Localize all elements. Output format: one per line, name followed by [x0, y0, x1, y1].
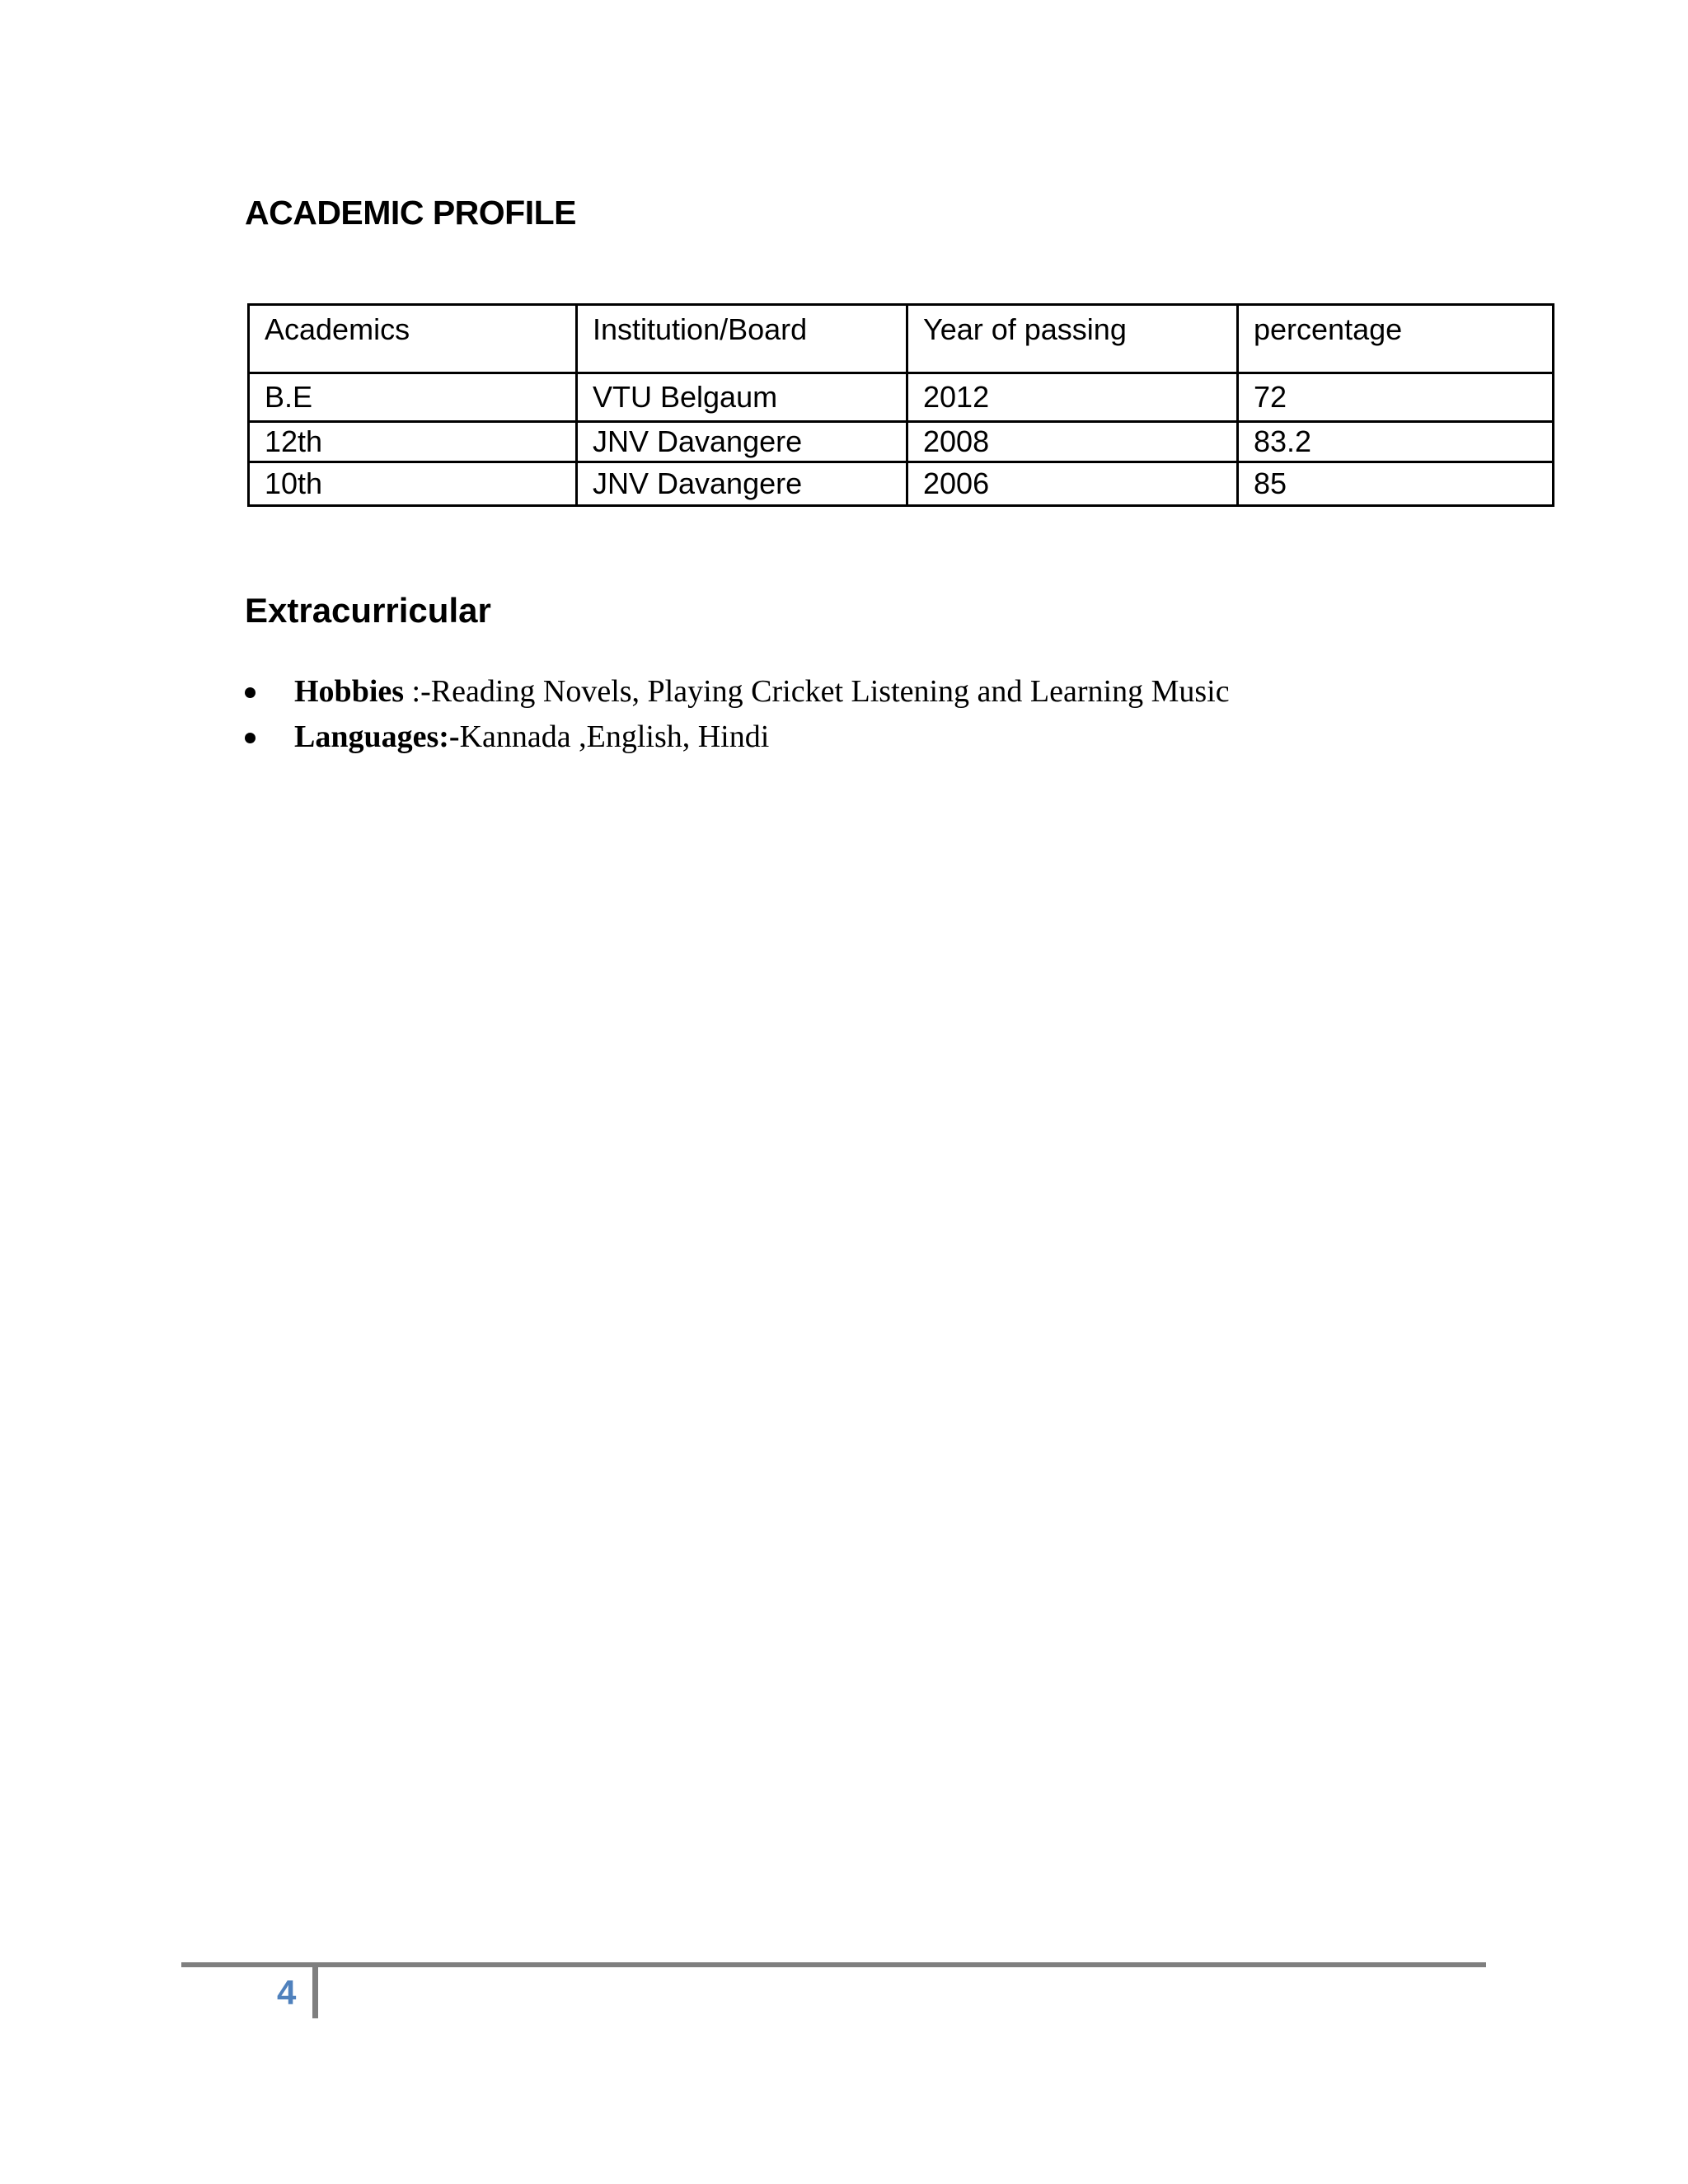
academic-profile-title: ACADEMIC PROFILE [245, 194, 576, 232]
languages-text: Kannada ,English, Hindi [459, 719, 770, 754]
footer-rule [181, 1962, 1486, 1967]
table-cell: VTU Belgaum [577, 373, 907, 422]
extracurricular-title: Extracurricular [245, 591, 491, 630]
table-cell: JNV Davangere [577, 422, 907, 462]
table-cell: 72 [1238, 373, 1554, 422]
extracurricular-list [245, 669, 1230, 760]
table-cell: JNV Davangere [577, 462, 907, 506]
list-item-languages [245, 715, 1230, 760]
bullet-icon [245, 687, 256, 698]
table-row [249, 422, 1554, 462]
table-cell: 2012 [907, 373, 1238, 422]
languages-label: Languages:- [294, 719, 460, 754]
bullet-icon [245, 733, 256, 743]
page-number: 4 [277, 1973, 297, 2012]
table-cell: 12th [249, 422, 577, 462]
column-header-institution: Institution/Board [577, 305, 907, 373]
hobbies-label: Hobbies [294, 674, 405, 709]
table-cell: 2006 [907, 462, 1238, 506]
table-row [249, 373, 1554, 422]
hobbies-text: :-Reading Novels, Playing Cricket Listening and Learning Music [404, 674, 1230, 709]
table-cell: 10th [249, 462, 577, 506]
column-header-year: Year of passing [907, 305, 1238, 373]
column-header-percentage: percentage [1238, 305, 1554, 373]
column-header-academics: Academics [249, 305, 577, 373]
table-cell: 85 [1238, 462, 1554, 506]
table-header-row [249, 305, 1554, 373]
footer-divider [312, 1962, 318, 2018]
table-row [249, 462, 1554, 506]
table-cell: 2008 [907, 422, 1238, 462]
table-cell: B.E [249, 373, 577, 422]
academic-table [247, 303, 1554, 507]
table-cell: 83.2 [1238, 422, 1554, 462]
list-item-hobbies [245, 669, 1230, 715]
